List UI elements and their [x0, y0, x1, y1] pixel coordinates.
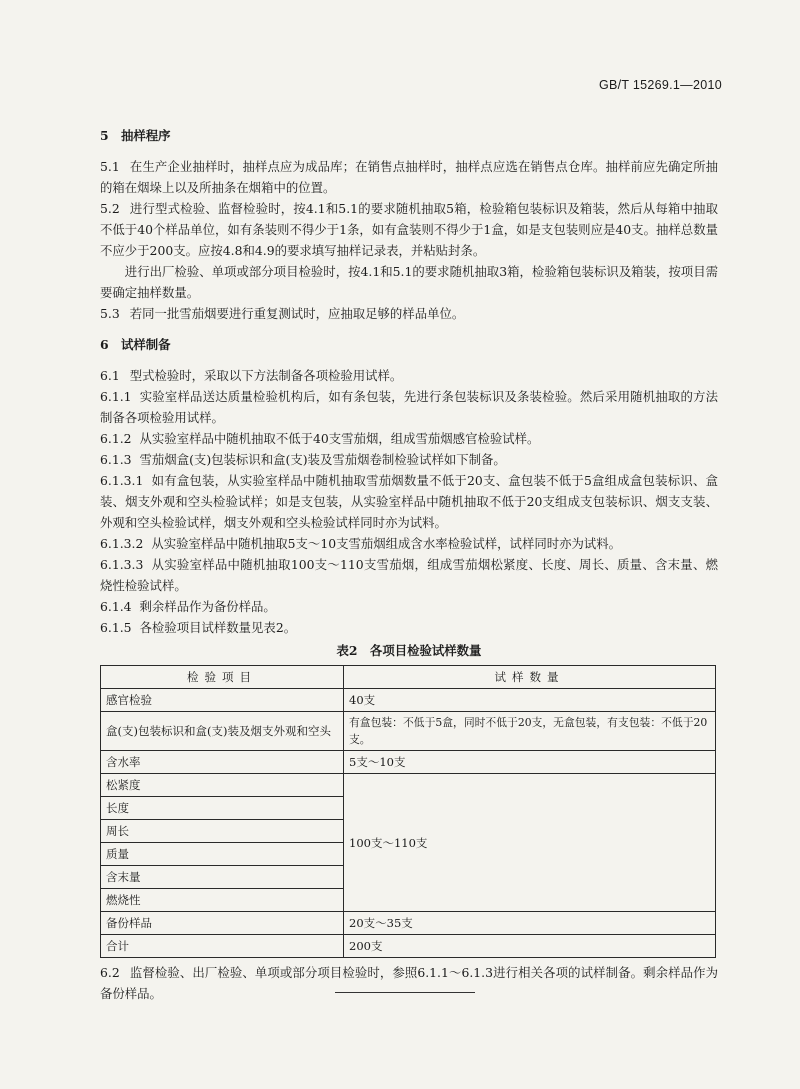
standard-code: GB/T 15269.1—2010	[598, 78, 722, 92]
clause-6-1-3	[100, 449, 718, 470]
clause-5-2	[100, 198, 718, 261]
clause-text: 从实验室样品中随机抽取100支～110支雪茄烟，组成雪茄烟松紧度、长度、周长、质量、含末量、燃烧性检验试样。	[100, 557, 718, 593]
clause-text: 剩余样品作为备份样品。	[139, 599, 276, 614]
end-rule	[335, 992, 475, 993]
clause-number: 6.2	[100, 965, 120, 980]
cell-quantity: 200支	[344, 935, 716, 958]
clause-number: 6.1.3.2	[100, 536, 144, 551]
clause-number: 6.1.5	[100, 620, 132, 635]
cell-quantity-merged: 100支～110支	[344, 774, 716, 912]
document-body	[100, 125, 718, 1004]
cell-item: 松紧度	[101, 774, 344, 797]
clause-5-1	[100, 156, 718, 198]
clause-text: 若同一批雪茄烟要进行重复测试时，应抽取足够的样品单位。	[129, 306, 465, 321]
cell-item: 备份样品	[101, 912, 344, 935]
clause-number: 6.1.1	[100, 389, 132, 404]
cell-quantity: 40支	[344, 689, 716, 712]
clause-number: 6.1.3.1	[100, 473, 144, 488]
cell-item: 燃烧性	[101, 889, 344, 912]
cell-item: 质量	[101, 843, 344, 866]
header-quantity: 试样数量	[344, 666, 716, 689]
clause-5-2-continued: 进行出厂检验、单项或部分项目检验时，按4.1和5.1的要求随机抽取3箱，检验箱包装标识及箱装，按项目需要确定抽样数量。	[100, 264, 718, 300]
clause-text: 实验室样品送达质量检验机构后，如有条包装，先进行条包装标识及条装检验。然后采用随机抽取的方法制备各项检验用试样。	[100, 389, 718, 425]
clause-text: 从实验室样品中随机抽取不低于40支雪茄烟，组成雪茄烟感官检验试样。	[139, 431, 540, 446]
table-row	[101, 689, 716, 712]
clause-6-2	[100, 962, 718, 1004]
section-5-title: 5 抽样程序	[100, 128, 171, 143]
clause-6-1-3-2	[100, 533, 718, 554]
section-6-title: 6 试样制备	[100, 337, 171, 352]
table-row	[101, 712, 716, 751]
clause-number: 5.2	[100, 201, 120, 216]
clause-6-1-2	[100, 428, 718, 449]
cell-item: 周长	[101, 820, 344, 843]
cell-quantity: 有盒包装：不低于5盒，同时不低于20支，无盒包装，有支包装：不低于20支。	[344, 712, 716, 751]
clause-text: 型式检验时，采取以下方法制备各项检验用试样。	[129, 368, 403, 383]
clause-text: 各检验项目试样数量见表2。	[139, 620, 297, 635]
clause-6-1-1	[100, 386, 718, 428]
clause-number: 6.1.3	[100, 452, 132, 467]
clause-number: 6.1.3.3	[100, 557, 144, 572]
clause-number: 6.1	[100, 368, 120, 383]
clause-number: 5.3	[100, 306, 120, 321]
clause-text: 如有盒包装，从实验室样品中随机抽取雪茄烟数量不低于20支、盒包装不低于5盒组成盒包装标识、盒装、烟支外观和空头检验试样；如是支包装，从实验室样品中随机抽取不低于20支组成支包装标识、烟支支装、外观和空头检验试样，烟支外观和空头检验试样同时亦为试料。	[100, 473, 718, 530]
table-row	[101, 935, 716, 958]
clause-number: 6.1.4	[100, 599, 132, 614]
clause-number: 6.1.2	[100, 431, 132, 446]
clause-text: 在生产企业抽样时，抽样点应为成品库；在销售点抽样时，抽样点应选在销售点仓库。抽样前应先确定所抽的箱在烟垛上以及所抽条在烟箱中的位置。	[100, 159, 718, 195]
cell-item: 合计	[101, 935, 344, 958]
table-row	[101, 751, 716, 774]
table-2	[100, 665, 716, 958]
cell-quantity: 5支～10支	[344, 751, 716, 774]
cell-item: 盒(支)包装标识和盒(支)装及烟支外观和空头	[101, 712, 344, 751]
cell-quantity: 20支～35支	[344, 912, 716, 935]
cell-item: 含末量	[101, 866, 344, 889]
clause-6-1	[100, 365, 718, 386]
clause-5-3	[100, 303, 718, 324]
table-row	[101, 912, 716, 935]
table-row	[101, 774, 716, 797]
clause-6-1-4	[100, 596, 718, 617]
cell-item: 长度	[101, 797, 344, 820]
table-header-row	[101, 666, 716, 689]
cell-item: 含水率	[101, 751, 344, 774]
clause-6-1-3-1	[100, 470, 718, 533]
clause-text: 从实验室样品中随机抽取5支～10支雪茄烟组成含水率检验试样，试样同时亦为试料。	[151, 536, 622, 551]
table-2-caption: 表2 各项目检验试样数量	[336, 643, 482, 658]
header-item: 检验项目	[101, 666, 344, 689]
clause-6-1-3-3	[100, 554, 718, 596]
cell-item: 感官检验	[101, 689, 344, 712]
clause-text: 进行型式检验、监督检验时，按4.1和5.1的要求随机抽取5箱，检验箱包装标识及箱装，然后从每箱中抽取不低于40个样品单位，如有条装则不得少于1条，如有盒装则不得少于1盒，如是支包装则应是40支。抽样总数量不应少于200支。应按4.8和4.9的要求填写抽样记录表，并粘贴封条。	[100, 201, 718, 258]
clause-6-1-5	[100, 617, 718, 638]
clause-number: 5.1	[100, 159, 120, 174]
clause-text: 雪茄烟盒(支)包装标识和盒(支)装及雪茄烟卷制检验试样如下制备。	[139, 452, 506, 467]
clause-text: 监督检验、出厂检验、单项或部分项目检验时，参照6.1.1～6.1.3进行相关各项的试样制备。剩余样品作为备份样品。	[100, 965, 718, 1001]
